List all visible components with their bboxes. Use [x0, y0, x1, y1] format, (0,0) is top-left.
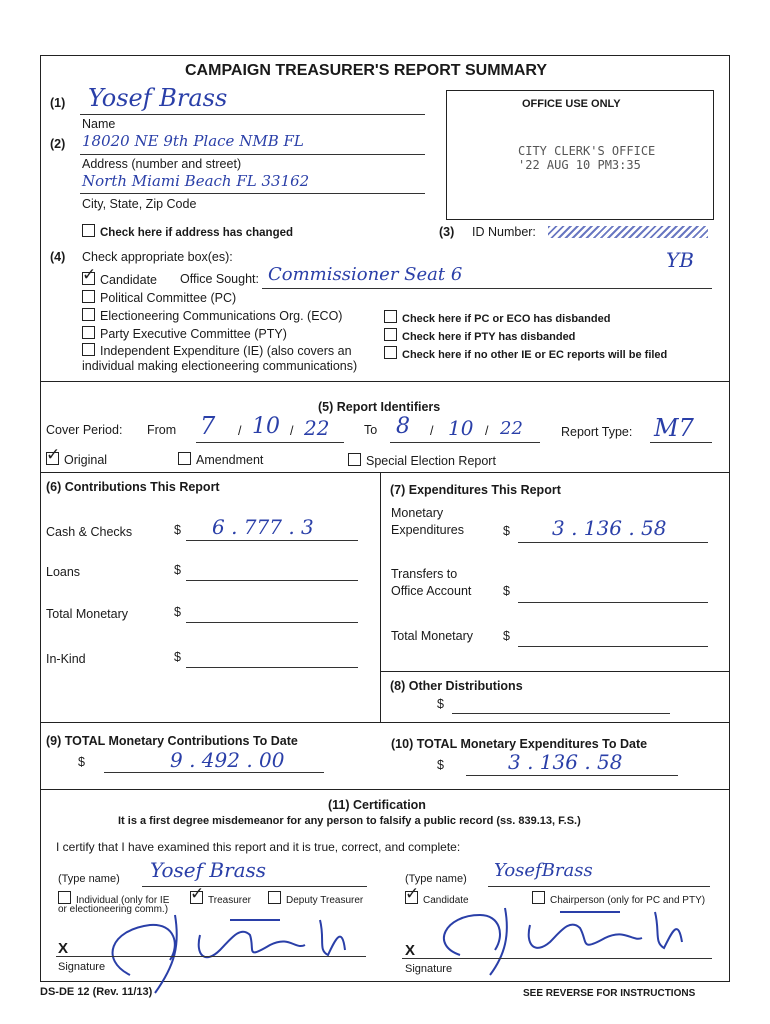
special-label: Special Election Report	[366, 454, 496, 468]
total-expend-date-value[interactable]: 3 . 136 . 58	[508, 750, 623, 774]
pty-disbanded-label: Check here if PTY has disbanded	[402, 331, 576, 343]
total-contrib-label: Total Monetary	[46, 607, 128, 621]
treasurer-type-name-label: (Type name)	[58, 873, 120, 885]
treasurer-signature-label: Signature	[58, 961, 106, 973]
address-value[interactable]: 18020 NE 9th Place NMB FL	[82, 132, 304, 150]
chairperson-label: Chairperson (only for PC and PTY)	[550, 895, 706, 906]
candidate-label: Candidate	[100, 273, 157, 287]
deputy-label: Deputy Treasurer	[286, 895, 364, 906]
total-contrib-date-line	[104, 772, 324, 773]
pc-disbanded-row	[384, 310, 610, 325]
section9-title: (9) TOTAL Monetary Contributions To Date	[46, 734, 298, 748]
transfers-label-1: Transfers to	[391, 567, 458, 581]
report-type-line	[650, 442, 712, 443]
to-sep1: /	[430, 424, 434, 438]
section11-title: (11) Certification	[328, 798, 426, 812]
no-other-checkbox[interactable]	[384, 346, 397, 359]
from-day[interactable]: 10	[252, 414, 280, 439]
treasurer-x: X	[58, 940, 69, 957]
treasurer-typed-name[interactable]: Yosef Brass	[150, 858, 267, 882]
original-row	[46, 452, 107, 467]
cert-candidate-label: Candidate	[423, 895, 469, 906]
office-sought-label: Office Sought:	[180, 272, 259, 286]
section4-num: (4)	[50, 250, 66, 264]
cash-label: Cash & Checks	[46, 525, 133, 539]
treasurer-label: Treasurer	[208, 895, 251, 906]
section3-num: (3)	[439, 225, 455, 239]
total-expend-date-line	[466, 775, 678, 776]
special-row	[348, 453, 496, 468]
eco-checkbox[interactable]	[82, 308, 95, 321]
monetary-label-2: Expenditures	[391, 523, 464, 537]
eco-row	[82, 308, 342, 323]
pty-checkbox[interactable]	[82, 326, 95, 339]
inkind-line	[186, 667, 358, 668]
address-line	[80, 154, 425, 155]
candidate-checkbox[interactable]	[82, 272, 95, 285]
city-value[interactable]: North Miami Beach FL 33162	[82, 172, 310, 190]
section8-title: (8) Other Distributions	[390, 679, 523, 693]
pty-label: Party Executive Committee (PTY)	[100, 327, 287, 341]
divider-4-5	[40, 381, 730, 382]
cash-dollar: $	[174, 523, 181, 537]
candidate-signature[interactable]	[420, 900, 720, 980]
total-contrib-date-value[interactable]: 9 . 492 . 00	[170, 748, 285, 772]
cert-candidate-checkbox[interactable]	[405, 891, 418, 904]
pty-disbanded-checkbox[interactable]	[384, 328, 397, 341]
pc-row	[82, 290, 236, 305]
candidate-row	[82, 272, 157, 287]
to-month[interactable]: 8	[396, 414, 410, 439]
to-label: To	[364, 423, 378, 437]
name-label: Name	[82, 117, 116, 131]
section1-num: (1)	[50, 96, 66, 110]
cover-period-label: Cover Period:	[46, 423, 123, 437]
pty-disbanded-row	[384, 328, 575, 343]
individual-checkbox[interactable]	[58, 891, 71, 904]
candidate-x: X	[405, 942, 416, 959]
eco-label: Electioneering Communications Org. (ECO)	[100, 309, 343, 323]
candidate-typed-name[interactable]: YosefBrass	[494, 860, 593, 881]
loans-line	[186, 580, 358, 581]
office-use-title: OFFICE USE ONLY	[522, 98, 621, 110]
ie-row	[82, 343, 352, 358]
individual-label: Individual (only for IE	[76, 895, 170, 906]
total-expend-line	[518, 646, 708, 647]
section6-title: (6) Contributions This Report	[46, 480, 220, 494]
to-day[interactable]: 10	[448, 416, 474, 440]
from-sep1: /	[238, 424, 242, 438]
address-changed-row	[82, 224, 293, 239]
divider-5-6	[40, 472, 730, 473]
city-label: City, State, Zip Code	[82, 197, 197, 211]
from-sep2: /	[290, 424, 294, 438]
monetary-line	[518, 542, 708, 543]
other-dist-dollar: $	[437, 697, 444, 711]
see-reverse: SEE REVERSE FOR INSTRUCTIONS	[523, 988, 696, 999]
office-sought-line	[262, 288, 712, 289]
address-changed-label: Check here if address has changed	[100, 227, 294, 239]
form-title: CAMPAIGN TREASURER'S REPORT SUMMARY	[185, 62, 548, 79]
report-type-value[interactable]: M7	[654, 414, 694, 442]
candidate-signature-line	[402, 958, 712, 959]
deputy-checkbox[interactable]	[268, 891, 281, 904]
monetary-dollar: $	[503, 524, 510, 538]
cash-value[interactable]: 6 . 777 . 3	[212, 515, 314, 539]
amendment-checkbox[interactable]	[178, 452, 191, 465]
name-line	[80, 114, 425, 115]
id-number-redaction	[548, 226, 708, 238]
pty-row	[82, 326, 287, 341]
section7-title: (7) Expenditures This Report	[390, 483, 561, 497]
amendment-label: Amendment	[196, 453, 264, 467]
address-changed-checkbox[interactable]	[82, 224, 95, 237]
treasurer-row	[190, 891, 251, 906]
pc-checkbox[interactable]	[82, 290, 95, 303]
individual-label-2: or electioneering comm.)	[58, 904, 169, 915]
misdemeanor-warning: It is a first degree misdemeanor for any person to falsify a public record (ss. 839.13, F.S.)	[118, 815, 581, 827]
divider-10-11	[40, 789, 730, 790]
total-expend-label: Total Monetary	[391, 629, 473, 643]
pc-disbanded-checkbox[interactable]	[384, 310, 397, 323]
to-sep2: /	[485, 424, 489, 438]
treasurer-signature[interactable]	[80, 905, 370, 995]
treasurer-checkbox[interactable]	[190, 891, 203, 904]
total-expend-date-dollar: $	[437, 758, 444, 772]
transfers-dollar: $	[503, 584, 510, 598]
form-id: DS-DE 12 (Rev. 11/13)	[40, 986, 153, 998]
treasurer-name-line	[142, 886, 367, 887]
id-number-label: ID Number:	[472, 225, 536, 239]
loans-dollar: $	[174, 563, 181, 577]
no-other-label: Check here if no other IE or EC reports will be filed	[402, 349, 668, 361]
certify-statement: I certify that I have examined this report and it is true, correct, and complete:	[56, 840, 461, 854]
no-other-row	[384, 346, 667, 361]
monetary-label-1: Monetary	[391, 506, 444, 520]
divider-7-8	[380, 671, 730, 672]
total-contrib-date-dollar: $	[78, 755, 85, 769]
total-contrib-dollar: $	[174, 605, 181, 619]
special-checkbox[interactable]	[348, 453, 361, 466]
ie-label: Independent Expenditure (IE) (also covers an	[100, 344, 352, 358]
monetary-value[interactable]: 3 . 136 . 58	[552, 516, 667, 540]
inkind-dollar: $	[174, 650, 181, 664]
inkind-label: In-Kind	[46, 652, 86, 666]
id-initials: YB	[666, 248, 694, 272]
candidate-name-line	[488, 886, 710, 887]
from-label: From	[147, 423, 177, 437]
from-year[interactable]: 22	[304, 416, 330, 440]
from-month[interactable]: 7	[200, 412, 216, 440]
divider-6-7-vertical	[380, 472, 381, 722]
ie-label-2: individual making electioneering communications)	[82, 359, 358, 373]
total-expend-dollar: $	[503, 629, 510, 643]
section5-title: (5) Report Identifiers	[318, 400, 441, 414]
deputy-row	[268, 891, 363, 906]
from-line	[196, 442, 344, 443]
stamp-line1: CITY CLERK'S OFFICE	[518, 144, 656, 158]
treasurer-signature-line	[56, 956, 366, 957]
other-dist-line	[452, 713, 670, 714]
office-sought-value[interactable]: Commissioner Seat 6	[268, 264, 463, 285]
pc-disbanded-label: Check here if PC or ECO has disbanded	[402, 313, 611, 325]
original-label: Original	[64, 453, 108, 467]
loans-label: Loans	[46, 565, 81, 579]
cash-line	[186, 540, 358, 541]
to-year[interactable]: 22	[500, 418, 523, 439]
transfers-line	[518, 602, 708, 603]
section4-label: Check appropriate box(es):	[82, 250, 233, 264]
report-type-label: Report Type:	[561, 425, 633, 439]
received-stamp	[518, 144, 655, 172]
ie-checkbox[interactable]	[82, 343, 95, 356]
candidate-signature-label: Signature	[405, 963, 453, 975]
original-checkbox[interactable]	[46, 452, 59, 465]
divider-8-9	[40, 722, 730, 723]
section2-num: (2)	[50, 137, 66, 151]
transfers-label-2: Office Account	[391, 584, 472, 598]
total-contrib-line	[186, 622, 358, 623]
pc-label: Political Committee (PC)	[100, 291, 237, 305]
amendment-row	[178, 452, 263, 467]
city-line	[80, 193, 425, 194]
address-label: Address (number and street)	[82, 157, 242, 171]
to-line	[390, 442, 540, 443]
candidate-type-name-label: (Type name)	[405, 873, 467, 885]
section10-title: (10) TOTAL Monetary Expenditures To Date	[391, 737, 648, 751]
stamp-line2: '22 AUG 10 PM3:35	[518, 158, 641, 172]
name-value[interactable]: Yosef Brass	[88, 84, 228, 112]
